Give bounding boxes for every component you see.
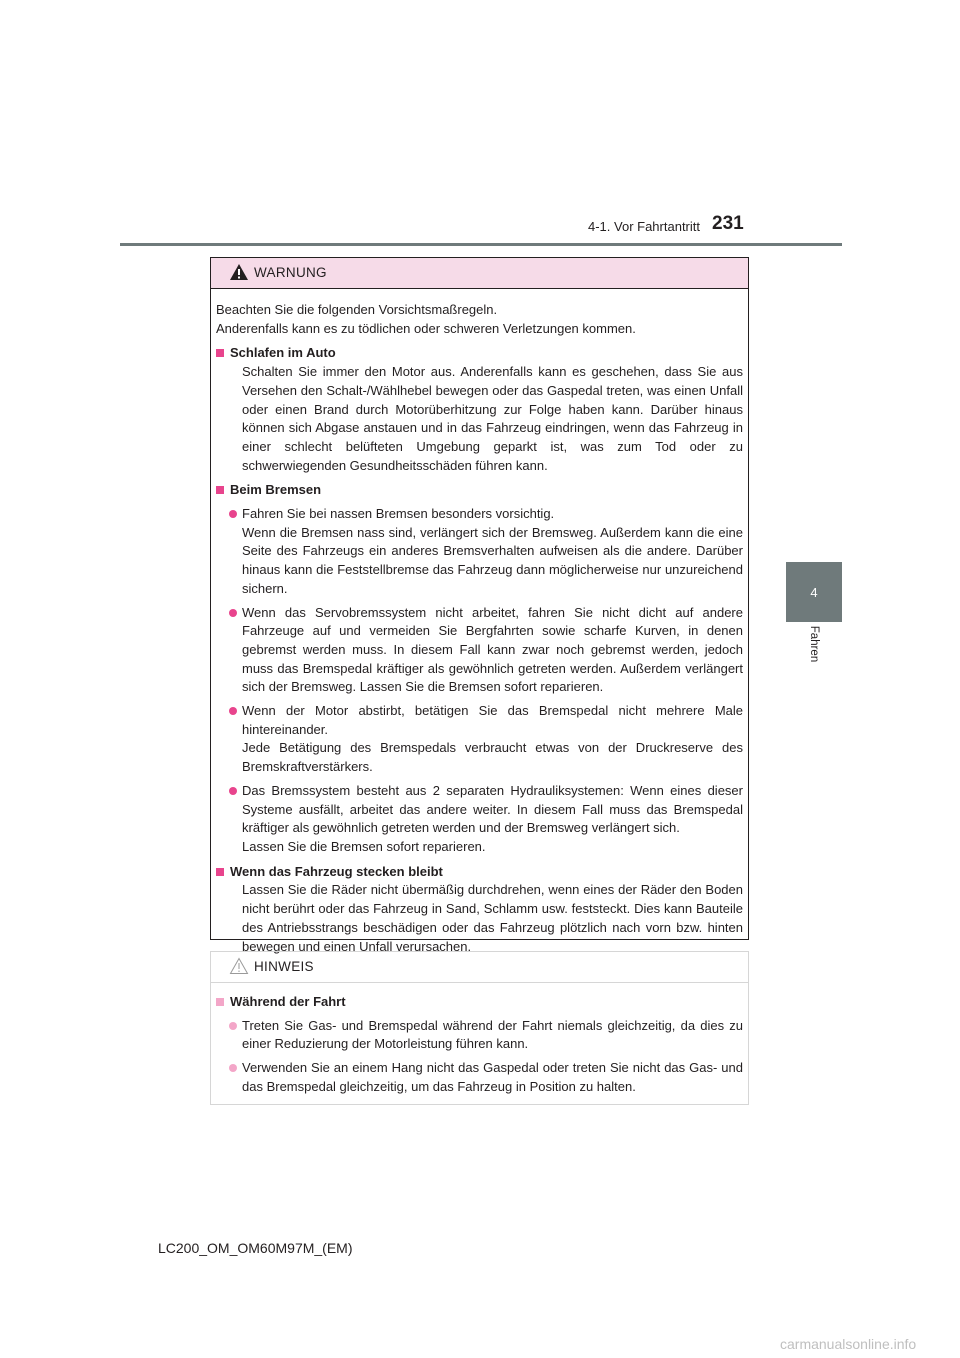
section-heading-text: Beim Bremsen (230, 482, 322, 498)
square-bullet-icon (216, 868, 224, 876)
header-section-title: 4-1. Vor Fahrtantritt (588, 219, 700, 234)
warning-triangle-icon (229, 263, 249, 281)
warning-header (211, 258, 748, 289)
round-bullet-icon (229, 1064, 237, 1072)
section-heading-text: Wenn das Fahrzeug stecken bleibt (230, 863, 443, 879)
list-item-text (242, 604, 743, 698)
list-item (229, 782, 743, 857)
list-item-line: Das Bremssystem besteht aus 2 separaten Hydrauliksystemen: Wenn eines dieser Systeme ausfällt, arbeitet das andere weiter. In diesem Fall muss das Bremspedal kräftiger als gewöhnlich getreten werden und der Bremsweg verlängert sich. (242, 782, 743, 836)
warning-content (216, 301, 743, 956)
list-item-text (242, 702, 743, 777)
chapter-number: 4 (810, 584, 818, 600)
watermark: carmanualsonline.info (780, 1336, 917, 1352)
section-heading (216, 481, 743, 500)
round-bullet-icon (229, 609, 237, 617)
notice-box (210, 951, 749, 1105)
list-item-line: Wenn das Servobremssystem nicht arbeitet, fahren Sie nicht dicht auf andere Fahrzeuge auf und vermeiden Sie Bergfahrten sowie scharfe Kurven, in denen gebremst werden muss. In diesem Fall kann zwar noch gebremst werden, jedoch muss das Bremspedal kräftiger als gewöhnlich getreten werden. Außerdem verlängert sich der Bremsweg. Lassen Sie die Bremsen sofort reparieren. (242, 604, 743, 695)
list-item-line: Treten Sie Gas- und Bremspedal während der Fahrt niemals gleichzeitig, da dies zu einer Reduzierung der Motorleistung führen kann. (242, 1017, 743, 1052)
list-item-text (242, 1059, 743, 1096)
caution-triangle-outline-icon (229, 957, 249, 975)
list-item-line: Jede Betätigung des Bremspedals verbraucht etwas von der Druckreserve des Bremskraftverstärkers. (242, 740, 743, 775)
section-heading-text: Während der Fahrt (230, 994, 346, 1009)
list-item-text (242, 505, 743, 599)
chapter-tab (786, 562, 842, 622)
round-bullet-icon (229, 707, 237, 715)
chapter-label-box (786, 622, 842, 672)
list-item (229, 702, 743, 777)
round-bullet-icon (229, 1022, 237, 1030)
warning-title: WARNUNG (254, 265, 327, 280)
section-heading (216, 993, 743, 1012)
chapter-label: Fahren (808, 625, 820, 663)
notice-title: HINWEIS (254, 959, 314, 974)
section-body: Schalten Sie immer den Motor aus. Anderenfalls kann es geschehen, dass Sie aus Versehen den Schalt-/Wählhebel bewegen oder das Gaspedal treten, was einen Unfall oder einen Brand durch Motorüberhitzung zur Folge haben kann. Darüber hinaus können sich Abgase anstauen und in das Fahrzeug eindringen, wenn das Fahrzeug in einer schlecht belüfteten Umgebung geparkt ist, was zum Tod oder zu schwerwiegenden Gesundheitsschäden führen kann. (242, 364, 743, 473)
warning-intro-line: Anderenfalls kann es zu tödlichen oder schweren Verletzungen kommen. (216, 320, 636, 336)
list-item (229, 1017, 743, 1054)
square-bullet-icon (216, 349, 224, 357)
list-item-line: Lassen Sie die Bremsen sofort reparieren. (242, 838, 486, 854)
square-bullet-icon (216, 998, 224, 1006)
list-item (229, 1059, 743, 1096)
section-body: Lassen Sie die Räder nicht übermäßig durchdrehen, wenn eines der Räder den Boden nicht berührt oder das Fahrzeug in Sand, Schlamm usw. feststeckt. Dies kann Bauteile des Antriebsstrangs beschädigen oder das Fahrzeug plötzlich nach vorn bzw. hinten bewegen und einen Unfall verursachen. (242, 882, 743, 954)
section-heading-text: Schlafen im Auto (230, 345, 336, 361)
section-heading (216, 863, 743, 882)
list-item-text (242, 782, 743, 857)
notice-content (216, 993, 743, 1097)
round-bullet-icon (229, 510, 237, 518)
list-item-line: Wenn die Bremsen nass sind, verlängert sich der Bremsweg. Außerdem kann die eine Seite des Fahrzeugs ein anderes Bremsverhalten aufweisen als die andere. Darüber hinaus kann die Feststellbremse das Fahrzeug dann möglicherweise nur unzureichend sichern. (242, 524, 743, 596)
page-number: 231 (712, 213, 744, 234)
list-item (229, 604, 743, 698)
round-bullet-icon (229, 787, 237, 795)
list-item-line: Wenn der Motor abstirbt, betätigen Sie das Bremspedal nicht mehrere Male hintereinander. (242, 703, 743, 737)
warning-intro-line: Beachten Sie die folgenden Vorsichtsmaßregeln. (216, 302, 498, 317)
footer-doc-code: LC200_OM_OM60M97M_(EM) (158, 1240, 353, 1256)
square-bullet-icon (216, 486, 224, 494)
list-item-text (242, 1017, 743, 1054)
notice-header (211, 952, 748, 983)
header-rule (120, 243, 842, 246)
warning-box (210, 257, 749, 954)
section-heading (216, 344, 743, 363)
list-item-line: Verwenden Sie an einem Hang nicht das Gaspedal oder treten Sie nicht das Gas- und das Bremspedal gleichzeitig, um das Fahrzeug in Position zu halten. (242, 1060, 743, 1094)
list-item-line: Fahren Sie bei nassen Bremsen besonders vorsichtig. (242, 506, 555, 522)
list-item (229, 505, 743, 599)
